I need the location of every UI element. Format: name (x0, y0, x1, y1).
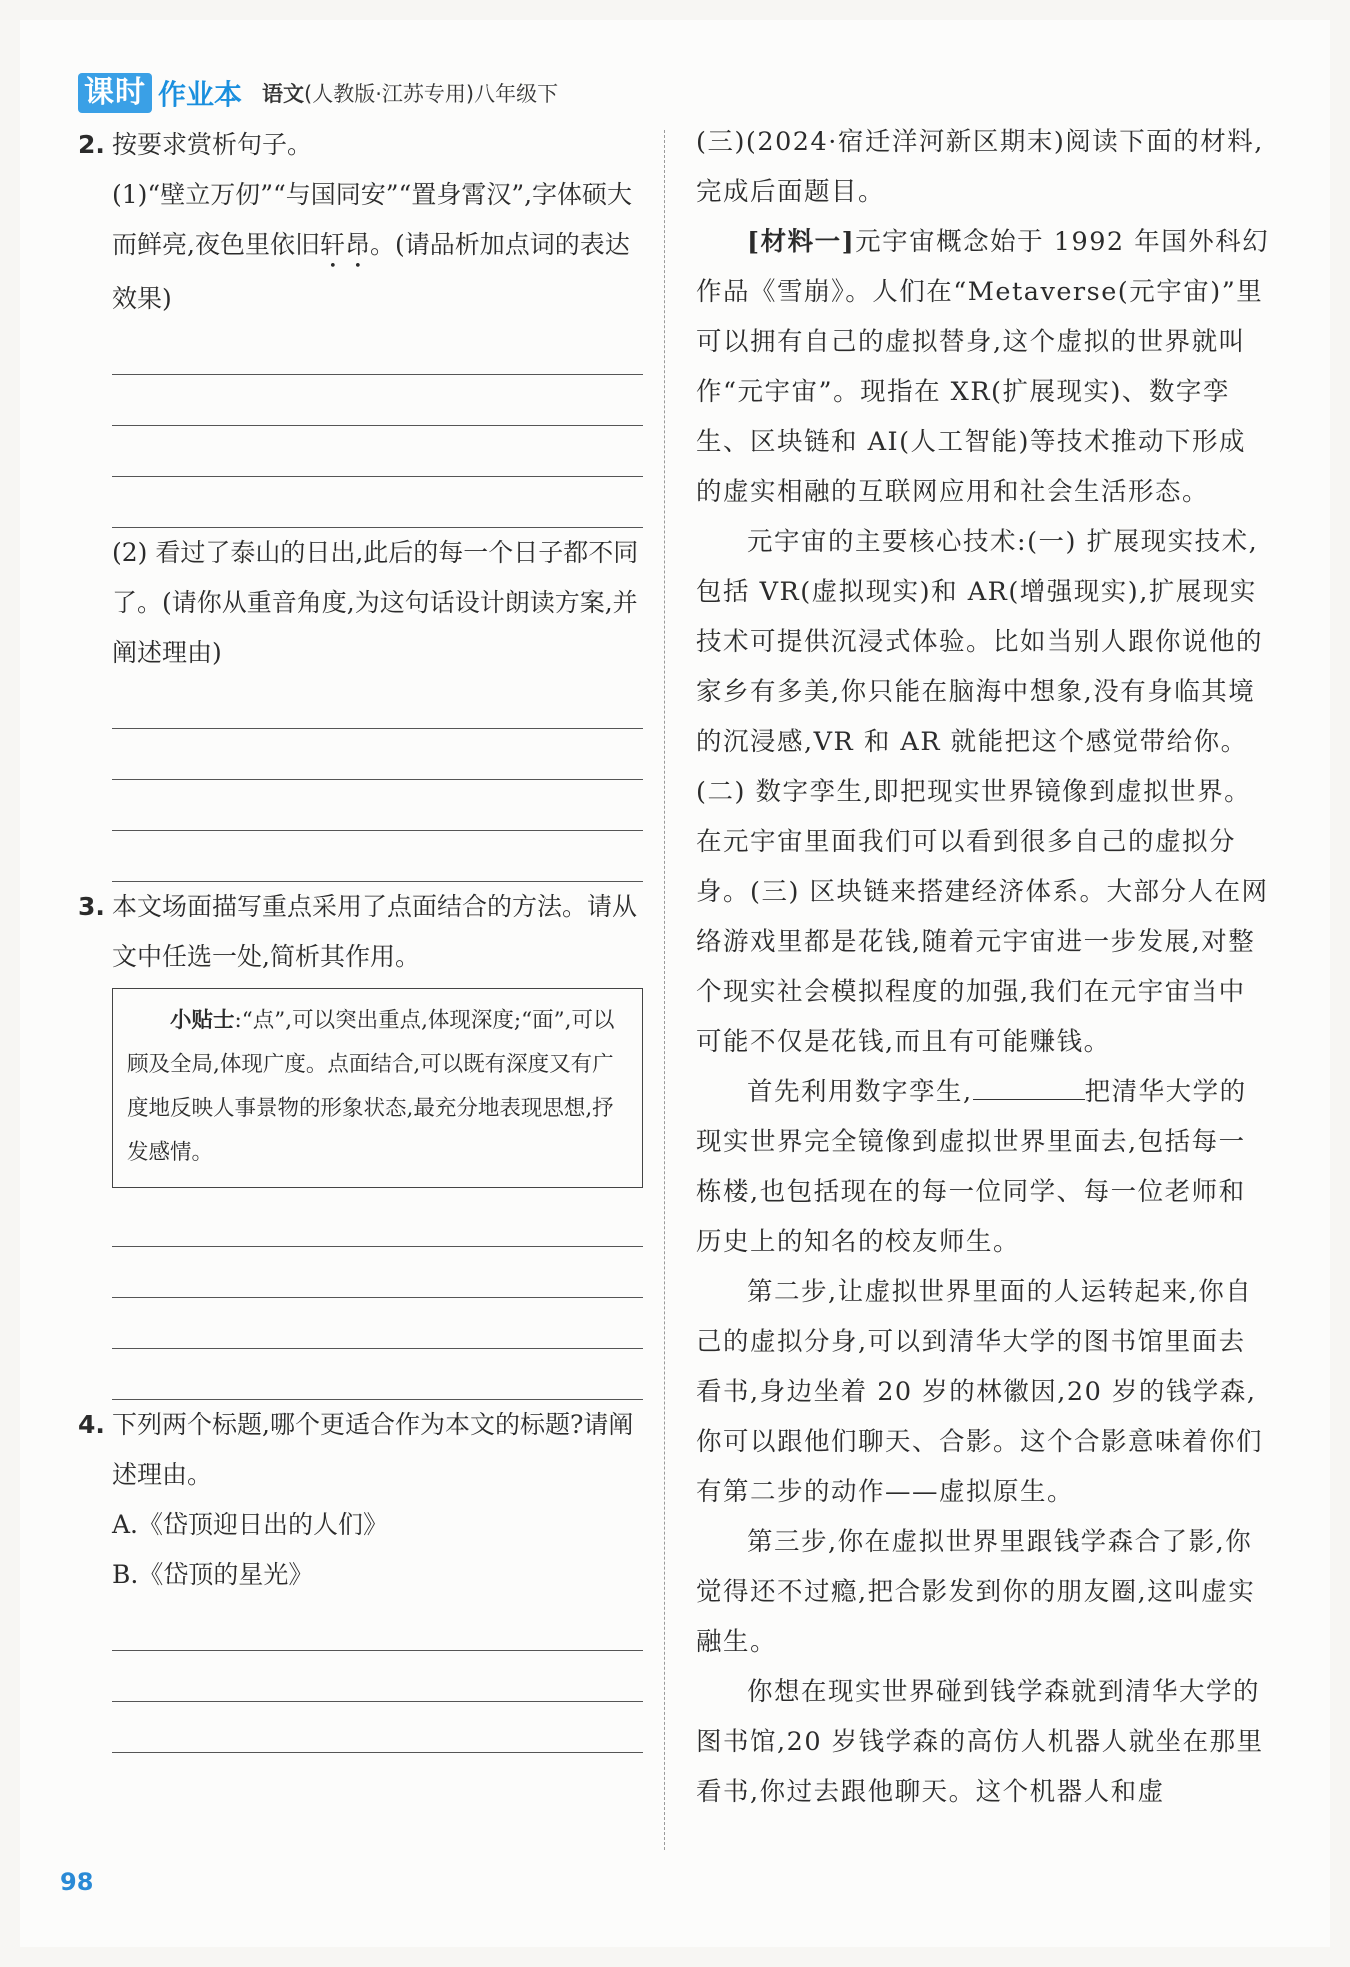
subject: 语文 (262, 82, 305, 106)
dotted-word: 轩昂 (319, 230, 370, 259)
tip-label: 小贴士 (170, 1008, 235, 1033)
column-divider (664, 130, 665, 1850)
answer-line[interactable] (112, 729, 643, 780)
fill-blank[interactable] (973, 1073, 1085, 1100)
answer-line[interactable] (112, 1196, 643, 1247)
option-b[interactable]: B.《岱顶的星光》 (112, 1560, 314, 1589)
answer-line[interactable] (112, 678, 643, 729)
question-4 (78, 1400, 643, 1500)
answer-line[interactable] (112, 375, 643, 426)
question-number: 3. (78, 892, 105, 921)
option-a[interactable]: A.《岱顶迎日出的人们》 (112, 1510, 389, 1539)
book-title: 作业本 (158, 78, 243, 111)
question-3 (78, 882, 643, 982)
question-2-part-1: (1)“壁立万仞”“与国同安”“置身霄汉”,字体硕大而鲜亮,夜色里依旧轩昂。(请品析加点词的表达效果) (112, 180, 633, 313)
tip-text: :“点”,可以突出重点,体现深度;“面”,可以顾及全局,体现广度。点面结合,可以既有深度又有广度地反映人事景物的形象状态,最充分地表现思想,抒发感情。 (127, 1008, 615, 1165)
question-2 (78, 120, 643, 170)
material-paragraph: 你想在现实世界碰到钱学森就到清华大学的图书馆,20 岁钱学森的高仿人机器人就坐在那里看书,你过去跟他聊天。这个机器人和虚 (696, 1677, 1264, 1807)
material-paragraph: 第三步,你在虚拟世界里跟钱学森合了影,你觉得还不过瘾,把合影发到你的朋友圈,这叫虚实融生。 (696, 1527, 1256, 1657)
header (78, 72, 558, 114)
logo: 课时 (78, 73, 152, 113)
answer-line[interactable] (112, 1651, 643, 1702)
answer-line[interactable] (112, 477, 643, 528)
question-text: 下列两个标题,哪个更适合作为本文的标题?请阐述理由。 (112, 1410, 634, 1489)
left-column (78, 120, 643, 1753)
material-paragraph: 首先利用数字孪生, 把清华大学的现实世界完全镜像到虚拟世界里面去,包括每一栋楼,也包括现在的每一位同学、每一位老师和历史上的知名的校友师生。 (696, 1067, 1270, 1267)
answer-line[interactable] (112, 1349, 643, 1400)
book-meta (262, 78, 558, 108)
question-text: 按要求赏析句子。 (112, 130, 313, 159)
answer-line[interactable] (112, 324, 643, 375)
material-paragraph: [材料一]元宇宙概念始于 1992 年国外科幻作品《雪崩》。人们在“Metaverse(元宇宙)”里可以拥有自己的虚拟替身,这个虚拟的世界就叫作“元宇宙”。现指在 XR(扩展现实)、数字孪生、区块链和 AI(人工智能)等技术推动下形成的虚实相融的互联网应用和社会生活形态。 (696, 227, 1270, 507)
answer-line[interactable] (112, 426, 643, 477)
material-paragraph: 第二步,让虚拟世界里面的人运转起来,你自己的虚拟分身,可以到清华大学的图书馆里面去看书,身边坐着 20 岁的林徽因,20 岁的钱学森,你可以跟他们聊天、合影。这个合影意味着你们有第二步的动作——虚拟原生。 (696, 1277, 1264, 1507)
tip-box (112, 988, 643, 1188)
answer-line[interactable] (112, 780, 643, 831)
answer-line[interactable] (112, 1298, 643, 1349)
edition: (人教版·江苏专用)八年级下 (304, 82, 559, 106)
answer-line[interactable] (112, 1247, 643, 1298)
answer-line[interactable] (112, 1702, 643, 1753)
answer-line[interactable] (112, 831, 643, 882)
question-number: 4. (78, 1410, 105, 1439)
reading-intro: (三)(2024·宿迁洋河新区期末)阅读下面的材料,完成后面题目。 (696, 127, 1264, 207)
question-2-part-2: (2) 看过了泰山的日出,此后的每一个日子都不同了。(请你从重音角度,为这句话设计朗读方案,并阐述理由) (112, 538, 639, 667)
right-column (696, 117, 1270, 1817)
page-number: 98 (60, 1868, 94, 1896)
question-text: 本文场面描写重点采用了点面结合的方法。请从文中任选一处,简析其作用。 (112, 892, 638, 971)
answer-line[interactable] (112, 1600, 643, 1651)
question-number: 2. (78, 130, 105, 159)
material-paragraph: 元宇宙的主要核心技术:(一) 扩展现实技术,包括 VR(虚拟现实)和 AR(增强现实),扩展现实技术可提供沉浸式体验。比如当别人跟你说他的家乡有多美,你只能在脑海中想象,没有身临其境的沉浸感,VR 和 AR 就能把这个感觉带给你。(二) 数字孪生,即把现实世界镜像到虚拟世界。在元宇宙里面我们可以看到很多自己的虚拟分身。(三) 区块链来搭建经济体系。大部分人在网络游戏里都是花钱,随着元宇宙进一步发展,对整个现实社会模拟程度的加强,我们在元宇宙当中可能不仅是花钱,而且有可能赚钱。 (696, 527, 1269, 1057)
material-label: [材料一] (747, 227, 856, 257)
